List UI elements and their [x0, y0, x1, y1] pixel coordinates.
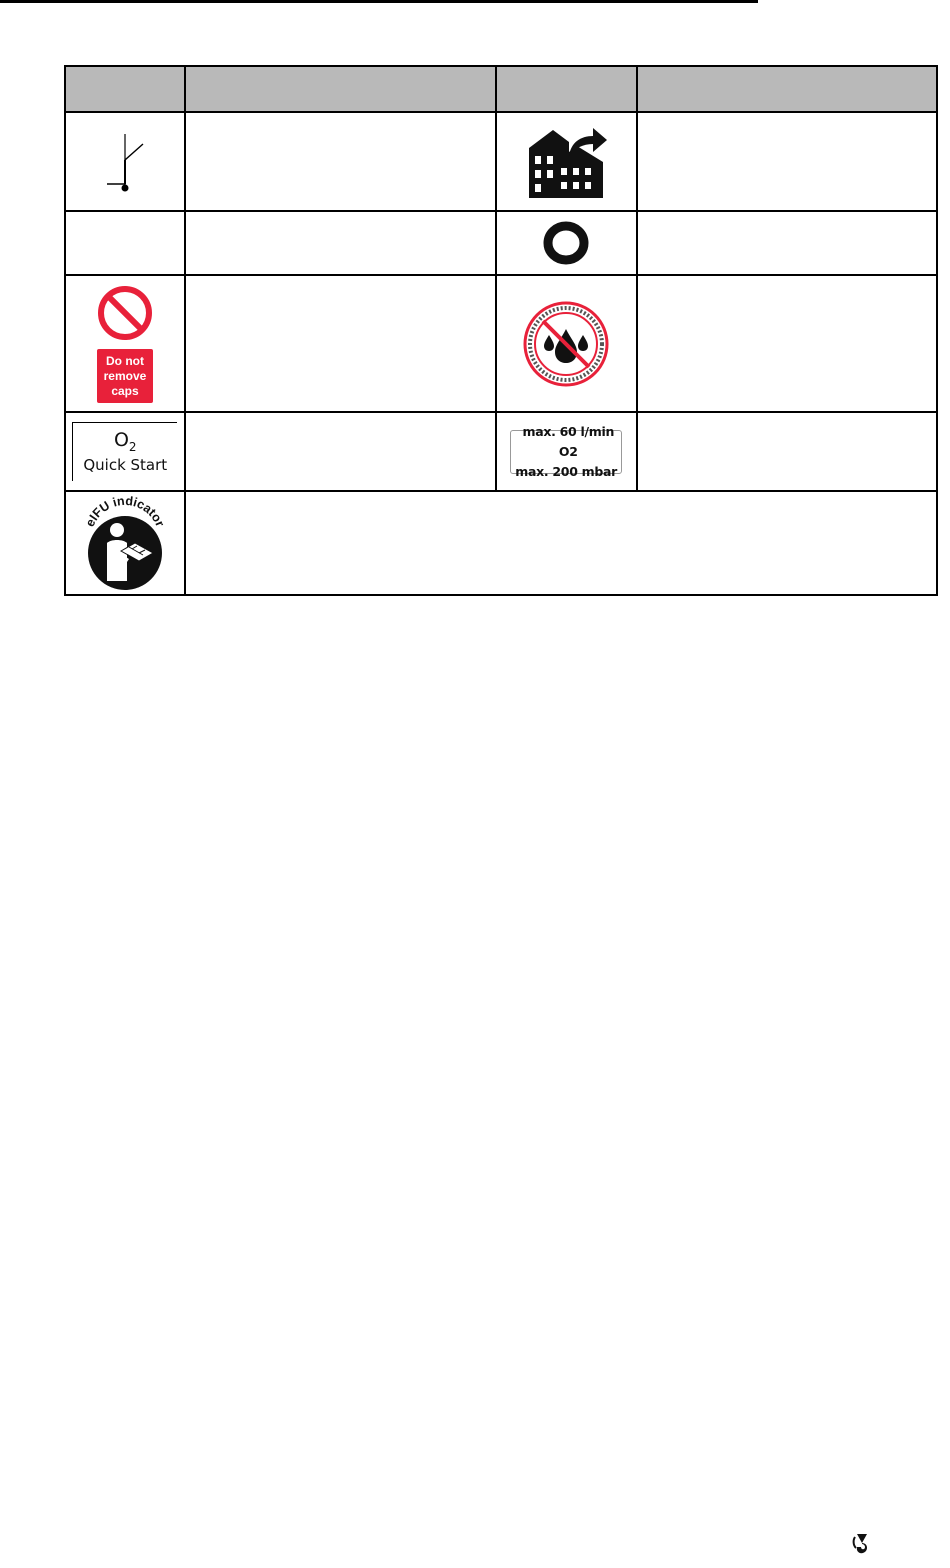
table-row: [65, 211, 937, 275]
off-zero-icon: [542, 221, 590, 265]
o2-subscript: 2: [128, 439, 137, 454]
o2-quick-start-label: [72, 422, 177, 481]
do-not-remove-caps-icon: [94, 285, 156, 403]
temperature-limit-icon: [103, 130, 147, 194]
symbol-cell: [65, 412, 185, 491]
symbol-cell: [496, 275, 637, 412]
description-cell: [637, 275, 937, 412]
symbol-cell: [65, 491, 185, 595]
header-cell-description-2: [637, 66, 937, 112]
symbol-cell: [65, 211, 185, 275]
table-row: [65, 275, 937, 412]
description-cell: [185, 275, 496, 412]
description-cell: [185, 412, 496, 491]
description-cell: [637, 211, 937, 275]
symbol-cell: [65, 275, 185, 412]
brand-logo-icon: [852, 1531, 872, 1555]
caps-sign-line-2: remove: [103, 368, 147, 383]
description-cell: [637, 112, 937, 211]
caps-sign-line-1: Do not: [105, 353, 144, 368]
top-rule: [0, 0, 758, 3]
header-cell-symbol-2: [496, 66, 637, 112]
max-flow-text: max. 60 l/min O2: [522, 423, 615, 459]
symbol-cell: [496, 412, 637, 491]
header-cell-symbol-1: [65, 66, 185, 112]
description-cell: [637, 412, 937, 491]
symbol-cell: [65, 112, 185, 211]
table-row: [65, 112, 937, 211]
o2-text: O: [113, 428, 129, 451]
max-flow-pressure-label: [510, 423, 622, 479]
description-cell: [185, 211, 496, 275]
table-row: [65, 491, 937, 595]
table-header-row: [65, 66, 937, 112]
caps-sign-line-3: caps: [111, 383, 139, 398]
quick-start-text: Quick Start: [83, 456, 168, 475]
description-cell-wide: [185, 491, 937, 595]
description-cell: [185, 112, 496, 211]
symbol-cell: [496, 211, 637, 275]
symbol-cell: [496, 112, 637, 211]
eifu-indicator-icon: [77, 495, 173, 591]
max-pressure-text: max. 200 mbar: [515, 463, 618, 479]
no-oil-grease-icon: [521, 299, 611, 389]
eifu-indicator-text: eIFU indicator: [82, 495, 167, 529]
header-cell-description-1: [185, 66, 496, 112]
table-row: [65, 412, 937, 491]
symbols-table: [64, 65, 938, 596]
manufacturer-icon: [523, 122, 609, 202]
